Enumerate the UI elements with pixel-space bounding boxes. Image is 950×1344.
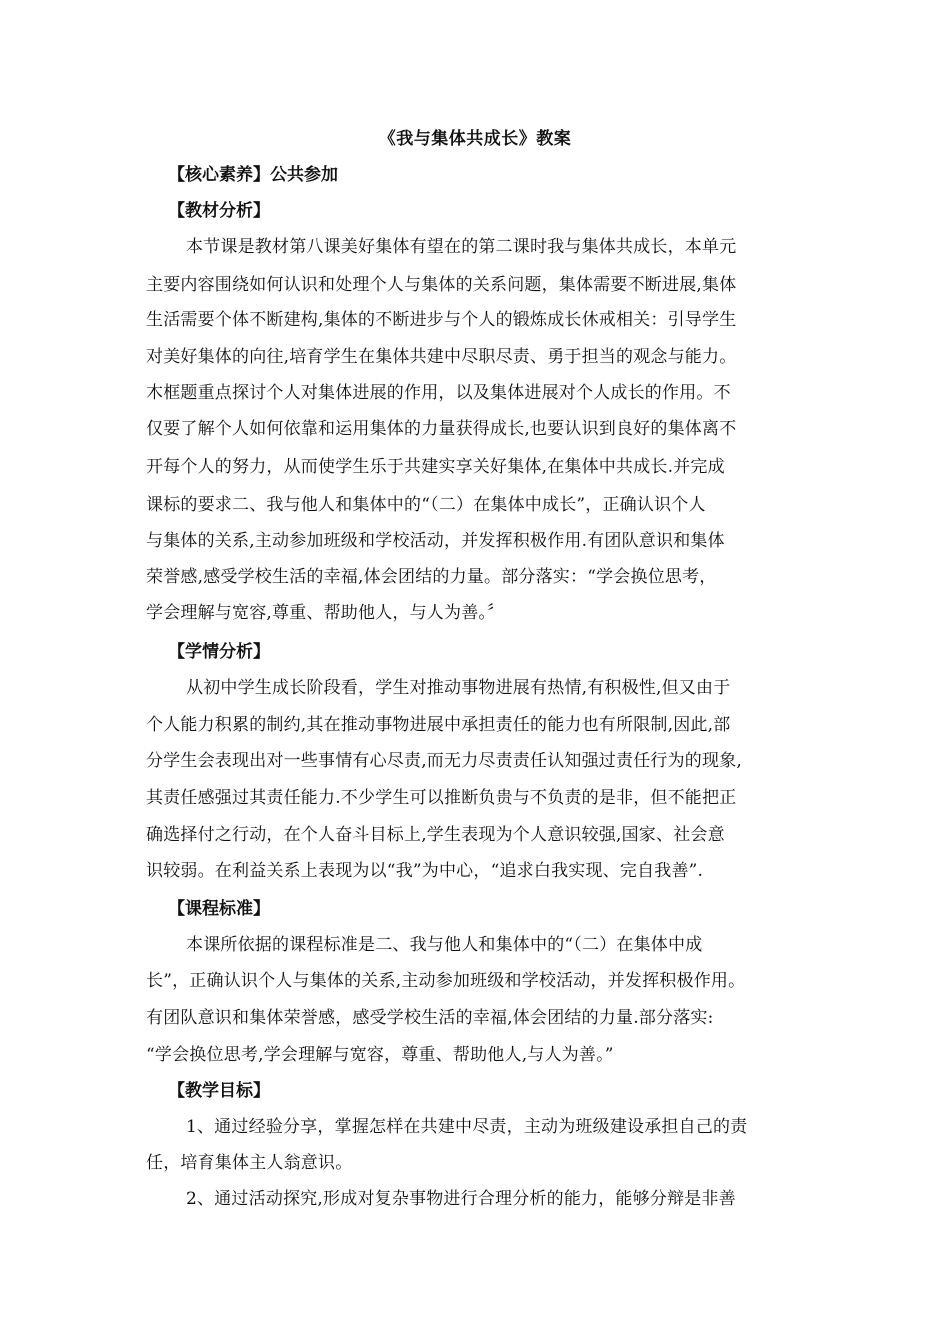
paragraph-line: 对美好集体的向往,培育学生在集体共建中尽职尽责、勇于担当的观念与能力。: [146, 347, 737, 367]
paragraph-line: 长”，正确认识个人与集体的关系,主动参加班级和学校活动，并发挥积极作用。: [146, 971, 746, 991]
paragraph-line: 个人能力积累的制约,其在推动事物进展中承担责任的能力也有所限制,因此,部: [146, 715, 731, 735]
paragraph-line: 开每个人的努力，从而使学生乐于共建实享关好集体,在集体中共成长.并完成: [146, 457, 725, 477]
paragraph-line: 木框题重点探讨个人对集体进展的作用，以及集体进展对个人成长的作用。不: [146, 383, 731, 403]
paragraph-line: 学会理解与宽容,尊重、帮助他人，与人为善。〞: [146, 603, 505, 623]
curriculum-standard-heading: 【课程标准】: [168, 899, 270, 919]
learner-analysis-heading: 【学情分析】: [168, 642, 270, 662]
textbook-analysis-heading: 【教材分析】: [168, 201, 270, 221]
paragraph-line: 本节课是教材第八课美好集体有望在的第二课时我与集体共成长，本单元: [186, 237, 737, 257]
paragraph-line: 任，培育集体主人翁意识。: [146, 1153, 353, 1173]
paragraph-line: 主要内容围绕如何认识和处理个人与集体的关系问题，集体需要不断进展,集体: [146, 275, 737, 295]
paragraph-line: 仅要了解个人如何依靠和运用集体的力量获得成长,也要认识到良好的集体离不: [146, 419, 737, 439]
core-literacy-heading: 【核心素养】公共参加: [168, 165, 338, 185]
paragraph-line: 本课所依据的课程标准是二、我与他人和集体中的“（二）在集体中成: [186, 935, 703, 955]
paragraph-line: 分学生会表现出对一些事情有心尽责,而无力尽责责任认知强过责任行为的现象,: [146, 751, 743, 771]
document-title: 《我与集体共成长》教案: [378, 129, 572, 149]
paragraph-line: 识较弱。在利益关系上表现为以“我”为中心，“追求白我实现、完自我善”.: [146, 861, 704, 881]
paragraph-line: 课标的要求二、我与他人和集体中的“（二）在集体中成长”，正确认识个人: [146, 495, 706, 515]
paragraph-line: 与集体的关系,主动参加班级和学校活动，并发挥积极作用.有团队意识和集体: [146, 531, 725, 551]
paragraph-line: 有团队意识和集体荣誉感，感受学校生活的幸福,体会团结的力量.部分落实:: [146, 1008, 714, 1028]
paragraph-line: 生活需要个体不断建构,集体的不断进步与个人的锻炼成长休戒相关：引导学生: [146, 310, 737, 330]
paragraph-line: 其责任感强过其责任能力.不少学生可以推断负贵与不负责的是非，但不能把正: [146, 788, 737, 808]
paragraph-line: 荣誉感,感受学校生活的幸福,体会团结的力量。部分落实：“学会换位思考，: [146, 567, 717, 587]
paragraph-line: 确选择付之行动，在个人奋斗目标上,学生表现为个人意识较强,国家、社会意: [146, 825, 725, 845]
paragraph-line: “学会换位思考,学会理解与宽容，尊重、帮助他人,与人为善。”: [146, 1045, 614, 1065]
paragraph-line: 1、通过经验分享，掌握怎样在共建中尽责，主动为班级建设承担自己的责: [186, 1117, 748, 1137]
paragraph-line: 从初中学生成长阶段看，学生对推动事物进展有热情,有积极性,但又由于: [186, 678, 731, 698]
paragraph-line: 2、通过活动探究,形成对复杂事物进行合理分析的能力，能够分辩是非善: [186, 1189, 736, 1209]
teaching-goals-heading: 【教学目标】: [168, 1081, 270, 1101]
